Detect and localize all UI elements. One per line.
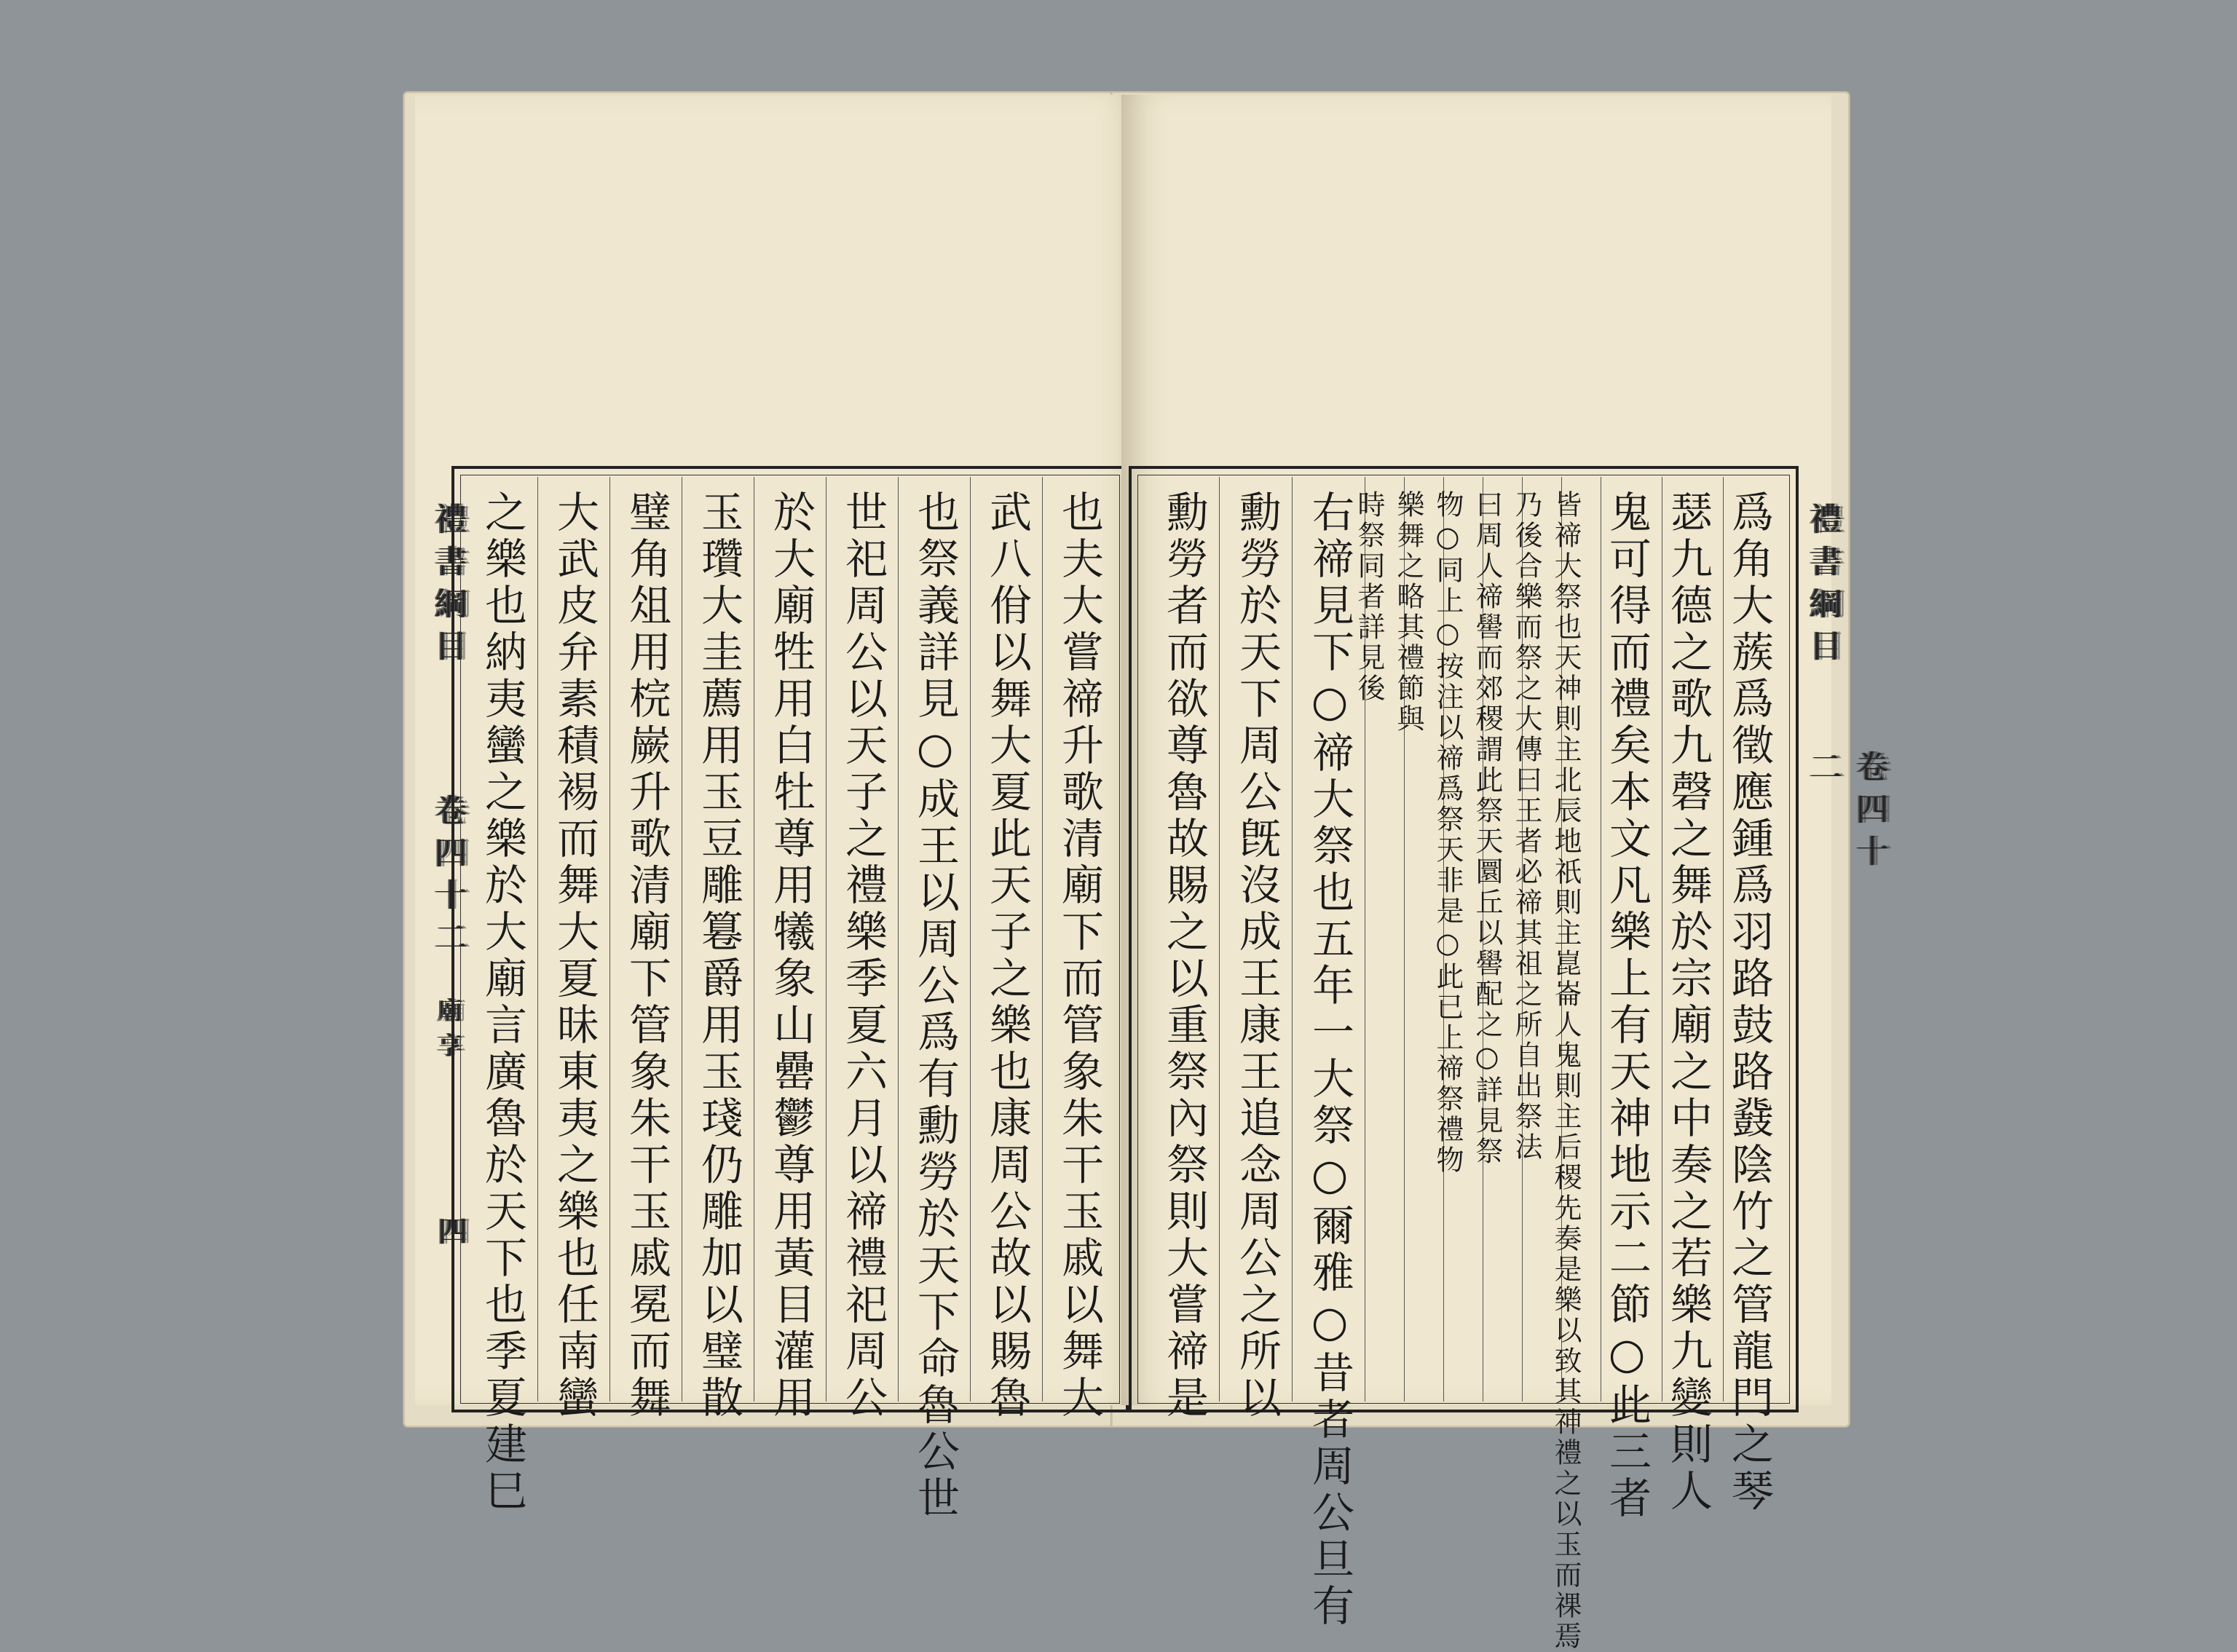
left-edge-volume: 卷四十二 [429, 794, 466, 963]
right-column-2: 瑟九德之歌九磬之舞於宗廟之中奏之若樂九變則人 [1662, 477, 1723, 1402]
right-column-6: 曰周人禘嚳而郊稷謂此祭天圜丘以嚳配之○詳見祭 [1483, 477, 1522, 1402]
right-column-10: 右禘見下○禘大祭也五年一大祭○爾雅○昔者周公旦有 [1292, 477, 1365, 1402]
left-column-1: 也夫大嘗禘升歌清廟下而管象朱干玉戚以舞大 [1042, 477, 1114, 1402]
right-column-5: 乃後合樂而祭之大傳曰王者必禘其祖之所自出祭法 [1522, 477, 1561, 1402]
left-column-4: 世祀周公以天子之禮樂季夏六月以禘禮祀周公 [826, 477, 898, 1402]
right-column-3: 鬼可得而禮矣本文凡樂上有天神地示二節○此三者 [1601, 477, 1662, 1402]
left-column-7: 璧角俎用梡嶡升歌清廟下管象朱干玉戚冕而舞 [609, 477, 682, 1402]
right-page [1121, 95, 1887, 1652]
left-folio: 四 [433, 1216, 467, 1255]
right-edge-title: 禮書綱目 [1804, 502, 1841, 671]
open-book [393, 80, 1887, 1652]
left-page [415, 95, 1143, 1522]
right-column-1: 爲角大蔟爲徵應鍾爲羽路鼓路鼗陰竹之管龍門之琴 [1723, 477, 1784, 1402]
left-column-5: 於大廟牲用白牡尊用犧象山罍鬱尊用黃目灌用 [754, 477, 826, 1402]
right-column-11: 勳勞於天下周公旣沒成王康王追念周公之所以 [1219, 477, 1292, 1402]
left-text-columns [466, 477, 1114, 1522]
right-column-12: 勳勞者而欲尊魯故賜之以重祭內祭則大嘗禘是 [1159, 490, 1209, 1422]
right-edge-volume: 卷四十二 [1804, 750, 1887, 877]
left-column-9: 之樂也納夷蠻之樂於大廟言廣魯於天下也季夏建巳 [478, 490, 527, 1515]
right-column-9: 時祭同者詳見後 [1365, 477, 1404, 1402]
right-text-columns [1142, 477, 1784, 1652]
left-column-2: 武八佾以舞大夏此天子之樂也康周公故以賜魯 [970, 477, 1042, 1402]
left-edge-title: 禮書綱目 [429, 502, 466, 671]
right-column-4: 皆禘大祭也天神則主北辰地祇則主崑崙人鬼則主后稷先奏是樂以致其神禮之以玉而祼焉 [1561, 477, 1601, 1402]
right-column-7: 物○同上○按注以禘爲祭天非是○此已上禘祭禮物 [1443, 477, 1483, 1402]
left-edge-section: 廟享 [433, 997, 462, 1067]
left-column-3: 也祭義詳見○成王以周公爲有勳勞於天下命魯公世 [898, 477, 970, 1402]
right-column-8: 樂舞之略其禮節與 [1404, 477, 1443, 1402]
left-column-8: 大武皮弁素積裼而舞大夏昧東夷之樂也任南蠻 [537, 477, 609, 1402]
left-column-6: 玉瓚大圭薦用玉豆雕篹爵用玉琖仍雕加以璧散 [682, 477, 754, 1402]
